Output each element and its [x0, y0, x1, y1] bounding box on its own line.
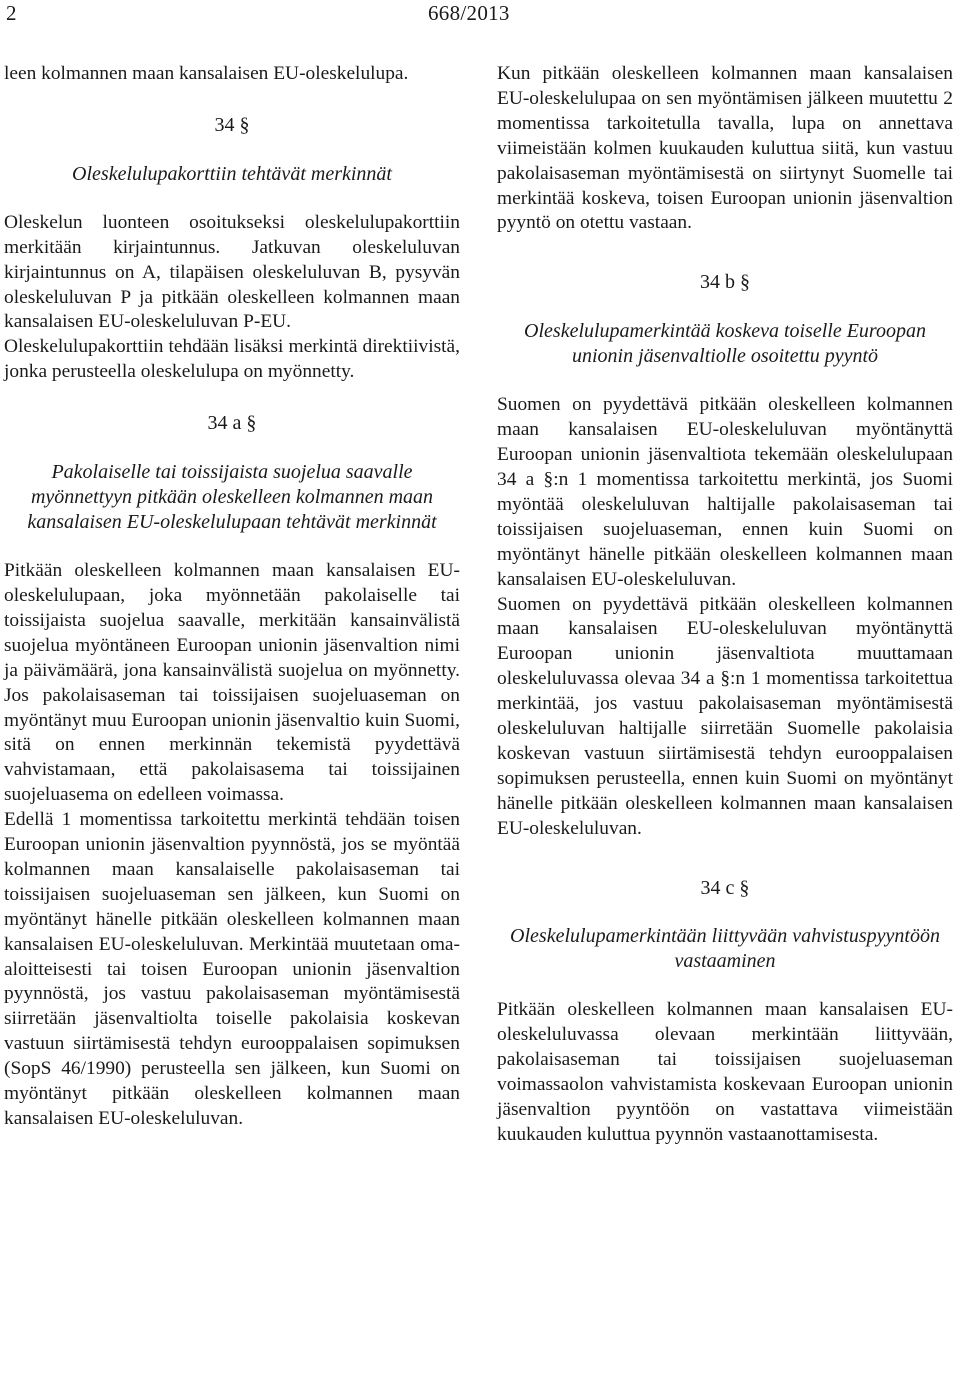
document-number: 668/2013 — [428, 1, 510, 25]
section-number: 34 § — [214, 113, 250, 136]
left-column — [4, 62, 460, 1132]
paragraph: Suomen on pyydettävä pitkään oleskelleen kolmannen maan kansalaisen EU-oleskeluluvan myöntänyttä Euroopan unionin jäsenvaltiota muuttamaan oleskeluluvassa olevaa 34 a §:n 1 momentissa tarkoitettua merkintää, jos vastuu pakolaisaseman myöntämisestä oleskeluluvan haltijalle siirretään Suomelle pakolaisia koskevan vastuun siirtämisestä tehdyn eurooppalaisen sopimuksen perusteella, ennen kuin Suomi on myöntänyt hänelle pitkään oleskelleen kolmannen maan kansalaisen EU-oleskeluluvan. — [497, 593, 953, 839]
section-title: Oleskelulupakorttiin tehtävät merkinnät — [72, 162, 392, 185]
page-number: 2 — [6, 1, 17, 25]
right-column — [497, 62, 953, 1148]
paragraph: Oleskelulupakorttiin tehdään lisäksi merkintä direktiivistä, jonka perusteella oleskelulupa on myönnetty. — [4, 336, 460, 383]
section-title: Oleskelulupamerkintään liittyvään vahvistuspyyntöön vastaaminen — [510, 925, 940, 973]
continuation-paragraph: leen kolmannen maan kansalaisen EU-oleskelulupa. — [4, 63, 409, 84]
page-header — [0, 0, 960, 30]
section-number: 34 a § — [207, 412, 257, 435]
continuation-paragraph: Kun pitkään oleskelleen kolmannen maan kansalaisen EU-oleskelulupaa on sen myöntämisen jälkeen muutettu 2 momentissa tarkoitetulla tavalla, lupa on annettava viimeistään kolmen kuukauden kuluttua siitä, kun vastuu pakolaisaseman myöntämisestä on siirtynyt Suomelle tai merkintää koskeva, toisen Euroopan unionin jäsenvaltion pyyntö on otettu vastaan. — [497, 63, 953, 234]
paragraph: Edellä 1 momentissa tarkoitettu merkintä tehdään toisen Euroopan unionin jäsenvaltion pyynnöstä, jos se myöntää kolmannen maan kansalaiselle pakolaisaseman tai toissijaisen suojeluaseman sen jälkeen, kun Suomi on myöntänyt hänelle pitkään oleskelleen kolmannen maan kansalaisen EU-oleskeluluvan. Merkintää muutetaan oma-aloitteisesti tai toisen Euroopan unionin jäsenvaltion pyynnöstä, jos vastuu pakolaisaseman myöntämisestä siirretään jäsenvaltiolta toiselle pakolaisia koskevan vastuun siirtämisestä tehdyn eurooppalaisen sopimuksen (SopS 46/1990) perusteella sen jälkeen, kun Suomi on myöntänyt pitkään oleskelleen kolmannen maan kansalaisen EU-oleskeluluvan. — [4, 809, 460, 1129]
paragraph: Oleskelun luonteen osoitukseksi oleskelulupakorttiin merkitään kirjaintunnus. Jatkuvan oleskeluluvan kirjaintunnus on A, tilapäisen oleskeluluvan B, pysyvän oleskeluluvan P ja pitkään oleskelleen kolmannen maan kansalaisen EU-oleskeluluvan P-EU. — [4, 211, 460, 333]
section-title: Pakolaiselle tai toissijaista suojelua saavalle myönnettyyn pitkään oleskelleen kolmannen maan kansalaisen EU-oleskelulupaan tehtävät merkinnät — [27, 461, 437, 534]
section-number: 34 c § — [700, 876, 750, 899]
paragraph: Suomen on pyydettävä pitkään oleskelleen kolmannen maan kansalaisen EU-oleskeluluvan myöntänyttä Euroopan unionin jäsenvaltiota tekemään oleskelulupaan 34 a §:n 1 momentissa tarkoitettu merkintä, jos Suomi myöntää oleskeluluvan haltijalle pakolaisaseman tai toissijaisen suojeluaseman, ennen kuin Suomi on myöntänyt hänelle pitkään oleskelleen kolmannen maan kansalaisen EU-oleskeluluvan. — [497, 394, 953, 590]
paragraph: Pitkään oleskelleen kolmannen maan kansalaisen EU-oleskeluluvassa olevaan merkintään liittyvään, pakolaisaseman tai toissijaisen suojeluaseman voimassaolon vahvistamista koskevaan Euroopan unionin jäsenvaltion pyyntöön on vastattava viimeistään kuukauden kuluttua pyynnön vastaanottamisesta. — [497, 999, 953, 1145]
section-title: Oleskelulupamerkintää koskeva toiselle Euroopan unionin jäsenvaltiolle osoitettu pyyntö — [524, 320, 926, 368]
section-number: 34 b § — [700, 271, 750, 294]
paragraph: Pitkään oleskelleen kolmannen maan kansalaisen EU-oleskelulupaan, joka myönnetään pakolaiselle tai toissijaista suojelua saavalle, merkitään kansainvälistä suojelua myöntäneen Euroopan unionin jäsenvaltion nimi ja päivämäärä, jona kansainvälistä suojelua on myönnetty. Jos pakolaisaseman tai toissijaisen suojeluaseman on myöntänyt muu Euroopan unionin jäsenvaltio kuin Suomi, sitä on ennen merkinnän tekemistä pyydettävä vahvistamaan, että pakolaisasema tai toissijainen suojeluasema on edelleen voimassa. — [4, 560, 460, 806]
